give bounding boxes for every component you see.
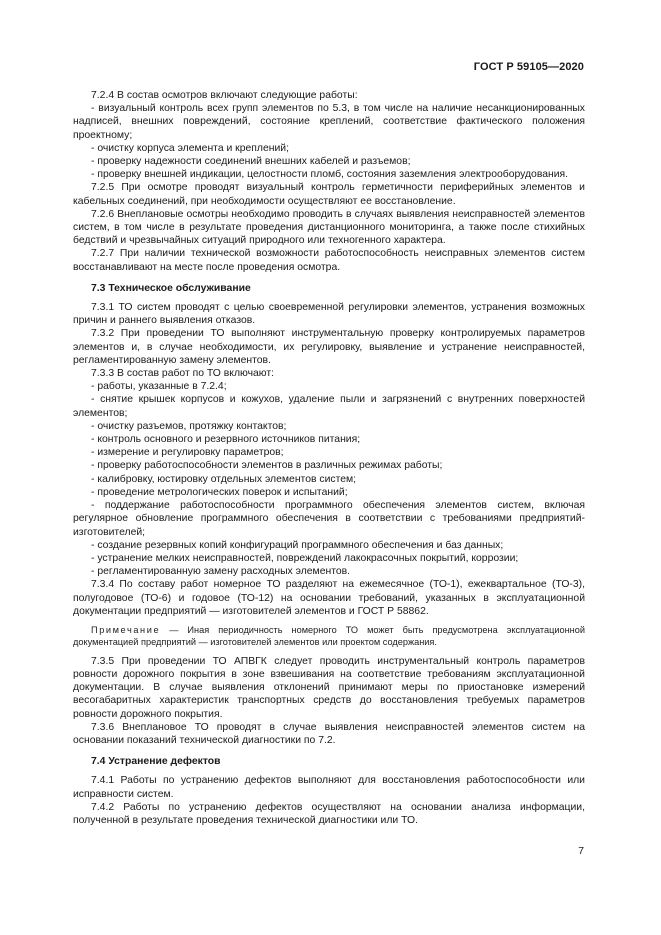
note-text: — Иная периодичность номерного ТО может быть предусмотрена эксплуатационной документацией предприятий — изготовителей элементов или проектом содержания. [73, 624, 585, 648]
paragraph: 7.3.3 В состав работ по ТО включают: [91, 368, 274, 380]
list-item: - измерение и регулировку параметров; [91, 447, 284, 459]
document-body [73, 89, 585, 827]
list-item: - проверку работоспособности элементов в различных режимах работы; [91, 460, 443, 472]
list-item: - очистку разъемов, протяжку контактов; [91, 420, 287, 432]
list-item: - проверку надежности соединений внешних кабелей и разъемов; [91, 156, 411, 168]
paragraph: 7.3.5 При проведении ТО АПВГК следует проводить инструментальный контроль параметров ровности дорожного покрытия в зоне взвешивания на соответствие требованиям эксплуатационной документации. В случае выявления отклонений принимают меры по приостановке измерений весогабаритных характеристик транспортных средств до восстановления требуемых параметров ровности дорожного покрытия. [73, 655, 585, 720]
list-item: - проведение метрологических поверок и испытаний; [91, 486, 348, 498]
page-number: 7 [578, 846, 584, 857]
section-heading: 7.4 Устранение дефектов [91, 756, 221, 768]
list-item: - работы, указанные в 7.2.4; [91, 381, 227, 393]
paragraph: 7.3.4 По составу работ номерное ТО разделяют на ежемесячное (ТО-1), ежеквартальное (ТО-3), полугодовое (ТО-6) и годовое (ТО-12) на основании требований, указанных в эксплуатационной документации предприятий — изготовителей элементов и ГОСТ Р 58862. [73, 579, 585, 617]
list-item: - калибровку, юстировку отдельных элементов систем; [91, 473, 357, 485]
list-item: - контроль основного и резервного источников питания; [91, 434, 361, 446]
paragraph: 7.2.7 При наличии технической возможности работоспособность неисправных элементов систем восстанавливают на месте после проведения осмотра. [73, 248, 585, 273]
list-item: - создание резервных копий конфигураций программного обеспечения и баз данных; [91, 539, 504, 551]
paragraph: 7.4.2 Работы по устранению дефектов осуществляют на основании анализа информации, полученной в результате проведения технической диагностики или ТО. [73, 801, 585, 826]
paragraph: 7.2.5 При осмотре проводят визуальный контроль герметичности периферийных элементов и кабельных соединений, при необходимости осуществляют ее восстановление. [73, 182, 585, 207]
list-item: - поддержание работоспособности программного обеспечения элементов систем, включая регулярное обновление программного обеспечения в соответствии с требованиями предприятий-изготовителей; [73, 500, 585, 538]
document-code: ГОСТ Р 59105—2020 [473, 61, 584, 73]
paragraph: 7.2.6 Внеплановые осмотры необходимо проводить в случаях выявления неисправностей элементов систем, в том числе в результате проведения дистанционного мониторинга, а также после стихийных бедствий и чрезвычайных ситуаций природного или техногенного характера. [73, 208, 585, 247]
list-item: - визуальный контроль всех групп элементов по 5.3, в том числе на наличие несанкционированных надписей, внешних повреждений, состояние креплений, соответствие фактического положения проектному; [73, 103, 585, 141]
list-item: - устранение мелких неисправностей, повреждений лакокрасочных покрытий, коррозии; [91, 552, 519, 564]
list-item: - регламентированную замену расходных элементов. [91, 566, 351, 578]
paragraph: 7.3.6 Внеплановое ТО проводят в случае выявления неисправностей элементов систем на основании показаний технической диагностики по 7.2. [73, 721, 585, 746]
section-heading: 7.3 Техническое обслуживание [91, 282, 251, 294]
paragraph: 7.4.1 Работы по устранению дефектов выполняют для восстановления работоспособности или исправности систем. [73, 775, 585, 800]
list-item: - проверку внешней индикации, целостности пломб, состояния заземления электрооборудования. [91, 169, 569, 181]
paragraph: 7.3.1 ТО систем проводят с целью своевременной регулировки элементов, устранения возможных причин и раннего выявления отказов. [73, 302, 585, 327]
list-item: - очистку корпуса элемента и креплений; [91, 142, 289, 154]
paragraph: 7.2.4 В состав осмотров включают следующие работы: [91, 90, 358, 101]
note-label: Примечание [91, 624, 161, 635]
paragraph: 7.3.2 При проведении ТО выполняют инструментальную проверку контролируемых параметров элементов и, в случае необходимости, их регулировку, выявление и устранение неисправностей, регламентированную замену элементов. [73, 328, 585, 366]
list-item: - снятие крышек корпусов и кожухов, удаление пыли и загрязнений с внутренних поверхностей элементов; [73, 394, 585, 419]
note [73, 624, 585, 649]
